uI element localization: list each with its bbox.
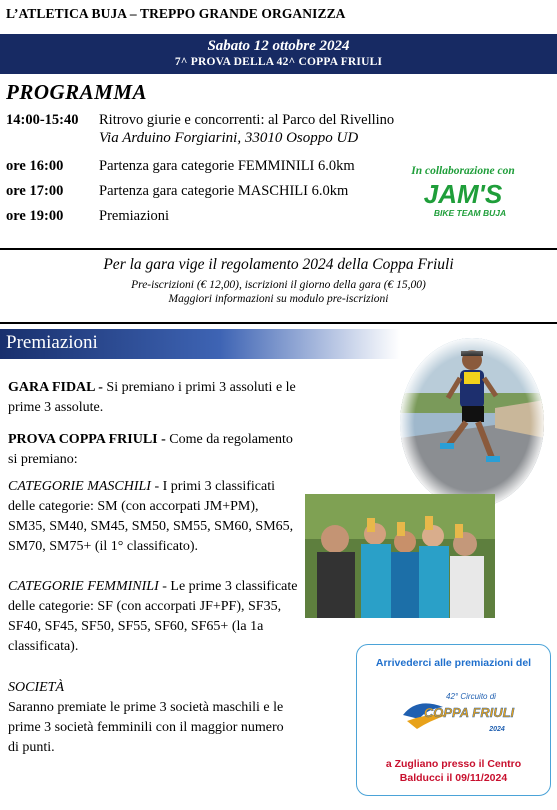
coppa-paragraph [8, 430, 298, 470]
program-time: ore 17:00 [6, 183, 64, 199]
arrivederci-location [357, 757, 550, 785]
date-banner [0, 34, 557, 74]
event-subtitle: 7^ PROVA DELLA 42^ COPPA FRIULI [174, 56, 383, 68]
maschili-text: - I primi 3 classificati delle categorie: SM (con accorpati JM+PM), SM35, SM40, SM45, SM50, SM55, SM60, SM65, SM70, SM75+ (il 1° classificato). [8, 479, 294, 554]
femminili-paragraph [8, 577, 298, 657]
maschili-label: CATEGORIE MASCHILI [8, 479, 151, 494]
coppa-friuli-logo [397, 685, 517, 745]
arrivederci-box [356, 644, 551, 796]
program-time: ore 19:00 [6, 208, 64, 224]
arrivederci-line2: a Zugliano presso il Centro [385, 758, 522, 770]
arrivederci-line3: Balducci il 09/11/2024 [399, 772, 508, 784]
program-time: ore 16:00 [6, 158, 64, 174]
jams-subtitle: BIKE TEAM BUJA [433, 208, 507, 218]
program-desc: Ritrovo giurie e concorrenti: al Parco del Rivellino [99, 112, 395, 128]
program-desc: Premiazioni [99, 208, 170, 224]
jams-brand: JAM'S [423, 179, 503, 209]
collaboration-box [398, 165, 528, 224]
coppa-text: Come da regolamento si premiano: [8, 432, 293, 467]
iscrizioni-fees: Pre-iscrizioni (€ 12,00), iscrizioni il giorno della gara (€ 15,00) [131, 279, 426, 291]
organizer-title: L’ATLETICA BUJA – TREPPO GRANDE ORGANIZZA [6, 6, 346, 21]
program-time: 14:00-15:40 [6, 112, 79, 128]
fidal-paragraph [8, 378, 298, 418]
logo-main: COPPA FRIULI [423, 705, 515, 720]
program-desc: Partenza gara categorie FEMMINILI 6.0km [99, 158, 355, 174]
collaboration-text: In collaborazione con [411, 165, 515, 177]
more-info: Maggiori informazioni su modulo pre-iscrizioni [168, 293, 389, 305]
femminili-text: - Le prime 3 classificate delle categorie: SF (con accorpati JF+PF), SF35, SF40, SF45, SF50, SF55, SF60, SF65+ (la 1a classificata). [8, 579, 298, 654]
jams-logo [398, 179, 528, 219]
premiazioni-title: Premiazioni [6, 332, 98, 353]
arrivederci-title: Arrivederci alle premiazioni del [375, 657, 532, 669]
femminili-label: CATEGORIE FEMMINILI [8, 579, 159, 594]
logo-year: 2024 [489, 726, 505, 733]
societa-paragraph [8, 678, 298, 758]
team-photo [305, 494, 495, 618]
premiazioni-header [0, 329, 400, 359]
fidal-text: Si premiano i primi 3 assoluti e le prime 3 assolute. [8, 380, 296, 415]
divider [0, 322, 557, 324]
event-date: Sabato 12 ottobre 2024 [207, 38, 350, 54]
coppa-label: PROVA COPPA FRIULI - [8, 432, 166, 447]
programma-title: PROGRAMMA [6, 80, 148, 104]
logo-top: 42° Circuito di [446, 692, 496, 701]
program-address: Via Arduino Forgiarini, 33010 Osoppo UD [99, 130, 359, 146]
societa-label: SOCIETÀ [8, 680, 64, 695]
runner-photo [400, 338, 545, 508]
societa-text: Saranno premiate le prime 3 società maschili e le prime 3 società femminili con il maggior numero di punti. [8, 700, 284, 755]
divider [0, 248, 557, 250]
program-desc: Partenza gara categorie MASCHILI 6.0km [99, 183, 349, 199]
regolamento-title: Per la gara vige il regolamento 2024 della Coppa Friuli [103, 256, 454, 273]
maschili-paragraph [8, 477, 298, 557]
fidal-label: GARA FIDAL - [8, 380, 103, 395]
regolamento-block [0, 256, 557, 306]
